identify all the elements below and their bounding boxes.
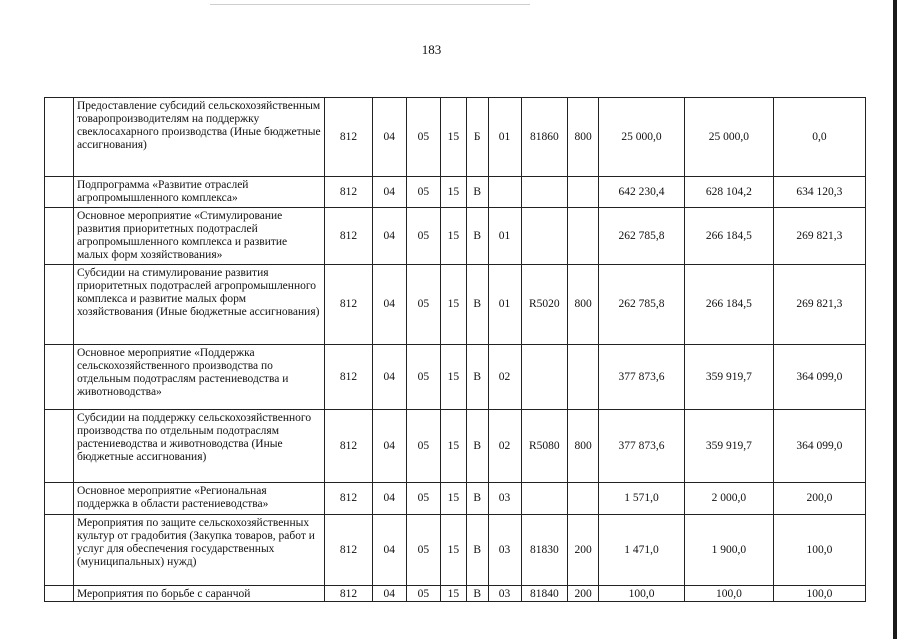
ministry-code: 812: [325, 586, 373, 602]
row-name: Субсидии на стимулирование развития приоритетных подотраслей агропромышленного комплекса и развитие малых форм хозяйствования (Иные бюджетные ассигнования): [73, 265, 324, 345]
indent-cell: [45, 586, 74, 602]
event-code: 01: [488, 265, 521, 345]
subsection-code: 05: [406, 265, 440, 345]
subprogram-code: В: [466, 515, 488, 586]
indent-cell: [45, 98, 74, 177]
row-name: Предоставление субсидий сельскохозяйственным товаропроизводителям на поддержку свеклосахарного производства (Иные бюджетные ассигнования): [73, 98, 324, 177]
ministry-code: 812: [325, 410, 373, 483]
indent-cell: [45, 208, 74, 265]
ministry-code: 812: [325, 345, 373, 410]
program-code: 15: [440, 345, 466, 410]
sum-year-1: 377 873,6: [599, 345, 685, 410]
row-name: Основное мероприятие «Стимулирование развития приоритетных подотраслей агропромышленного комплекса и развитие малых форм хозяйствования»: [73, 208, 324, 265]
subsection-code: 05: [406, 410, 440, 483]
expense-type-code: 200: [568, 515, 599, 586]
sum-year-3: 200,0: [773, 483, 865, 515]
section-code: 04: [372, 410, 406, 483]
sum-year-1: 25 000,0: [599, 98, 685, 177]
page-number: 183: [421, 42, 442, 57]
ministry-code: 812: [325, 483, 373, 515]
sum-year-3: 269 821,3: [773, 208, 865, 265]
table-row: [45, 177, 866, 208]
expense-type-code: [568, 208, 599, 265]
program-code: 15: [440, 265, 466, 345]
subprogram-code: В: [466, 265, 488, 345]
section-code: 04: [372, 345, 406, 410]
indent-cell: [45, 483, 74, 515]
sum-year-2: 100,0: [684, 586, 773, 602]
indent-cell: [45, 515, 74, 586]
expense-type-code: 800: [568, 265, 599, 345]
sum-year-3: 100,0: [773, 586, 865, 602]
program-code: 15: [440, 98, 466, 177]
direction-code: [521, 208, 568, 265]
direction-code: R5020: [521, 265, 568, 345]
event-code: 03: [488, 483, 521, 515]
event-code: 01: [488, 98, 521, 177]
subsection-code: 05: [406, 177, 440, 208]
sum-year-1: 1 571,0: [599, 483, 685, 515]
sum-year-2: 359 919,7: [684, 410, 773, 483]
direction-code: [521, 345, 568, 410]
subsection-code: 05: [406, 586, 440, 602]
row-name: Субсидии на поддержку сельскохозяйственного производства по отдельным подотраслям растениеводства и животноводства (Иные бюджетные ассигнования): [73, 410, 324, 483]
direction-code: [521, 177, 568, 208]
ministry-code: 812: [325, 515, 373, 586]
scan-artifact-top-line: [210, 4, 530, 5]
expense-type-code: [568, 345, 599, 410]
indent-cell: [45, 410, 74, 483]
indent-cell: [45, 265, 74, 345]
section-code: 04: [372, 265, 406, 345]
row-name: Основное мероприятие «Региональная поддержка в области растениеводства»: [73, 483, 324, 515]
subprogram-code: В: [466, 177, 488, 208]
sum-year-1: 377 873,6: [599, 410, 685, 483]
section-code: 04: [372, 586, 406, 602]
program-code: 15: [440, 208, 466, 265]
table-row: [45, 345, 866, 410]
direction-code: R5080: [521, 410, 568, 483]
sum-year-2: 266 184,5: [684, 208, 773, 265]
subprogram-code: В: [466, 345, 488, 410]
event-code: 02: [488, 410, 521, 483]
program-code: 15: [440, 586, 466, 602]
program-code: 15: [440, 483, 466, 515]
expense-type-code: 800: [568, 98, 599, 177]
expense-type-code: 800: [568, 410, 599, 483]
table-row: [45, 265, 866, 345]
sum-year-1: 262 785,8: [599, 265, 685, 345]
section-code: 04: [372, 515, 406, 586]
ministry-code: 812: [325, 177, 373, 208]
row-name: Подпрограмма «Развитие отраслей агропромышленного комплекса»: [73, 177, 324, 208]
sum-year-2: 25 000,0: [684, 98, 773, 177]
program-code: 15: [440, 177, 466, 208]
expense-type-code: [568, 177, 599, 208]
program-code: 15: [440, 410, 466, 483]
ministry-code: 812: [325, 265, 373, 345]
subsection-code: 05: [406, 515, 440, 586]
subprogram-code: В: [466, 208, 488, 265]
section-code: 04: [372, 98, 406, 177]
sum-year-3: 364 099,0: [773, 410, 865, 483]
event-code: [488, 177, 521, 208]
sum-year-1: 642 230,4: [599, 177, 685, 208]
sum-year-1: 262 785,8: [599, 208, 685, 265]
subprogram-code: В: [466, 586, 488, 602]
subsection-code: 05: [406, 208, 440, 265]
sum-year-3: 364 099,0: [773, 345, 865, 410]
sum-year-1: 1 471,0: [599, 515, 685, 586]
sum-year-3: 100,0: [773, 515, 865, 586]
scan-artifact-right-edge: [893, 0, 897, 639]
ministry-code: 812: [325, 98, 373, 177]
direction-code: 81860: [521, 98, 568, 177]
subprogram-code: Б: [466, 98, 488, 177]
table-row: [45, 515, 866, 586]
sum-year-2: 2 000,0: [684, 483, 773, 515]
row-name: Мероприятия по борьбе с саранчой: [73, 586, 324, 602]
table-row: [45, 410, 866, 483]
indent-cell: [45, 345, 74, 410]
table-row: [45, 586, 866, 602]
sum-year-2: 359 919,7: [684, 345, 773, 410]
direction-code: 81830: [521, 515, 568, 586]
subprogram-code: В: [466, 410, 488, 483]
expense-type-code: 200: [568, 586, 599, 602]
direction-code: 81840: [521, 586, 568, 602]
sum-year-2: 628 104,2: [684, 177, 773, 208]
section-code: 04: [372, 208, 406, 265]
table-row: [45, 208, 866, 265]
section-code: 04: [372, 483, 406, 515]
event-code: 02: [488, 345, 521, 410]
sum-year-2: 1 900,0: [684, 515, 773, 586]
sum-year-3: 269 821,3: [773, 265, 865, 345]
sum-year-2: 266 184,5: [684, 265, 773, 345]
event-code: 03: [488, 515, 521, 586]
indent-cell: [45, 177, 74, 208]
ministry-code: 812: [325, 208, 373, 265]
table-row: [45, 98, 866, 177]
subsection-code: 05: [406, 483, 440, 515]
direction-code: [521, 483, 568, 515]
budget-table: [44, 97, 866, 602]
sum-year-1: 100,0: [599, 586, 685, 602]
subsection-code: 05: [406, 98, 440, 177]
row-name: Мероприятия по защите сельскохозяйственных культур от градобития (Закупка товаров, работ и услуг для обеспечения государственных (муниципальных) нужд): [73, 515, 324, 586]
event-code: 03: [488, 586, 521, 602]
table-row: [45, 483, 866, 515]
subprogram-code: В: [466, 483, 488, 515]
subsection-code: 05: [406, 345, 440, 410]
program-code: 15: [440, 515, 466, 586]
expense-type-code: [568, 483, 599, 515]
event-code: 01: [488, 208, 521, 265]
sum-year-3: 0,0: [773, 98, 865, 177]
row-name: Основное мероприятие «Поддержка сельскохозяйственного производства по отдельным подотраслям растениеводства и животноводства»: [73, 345, 324, 410]
section-code: 04: [372, 177, 406, 208]
sum-year-3: 634 120,3: [773, 177, 865, 208]
